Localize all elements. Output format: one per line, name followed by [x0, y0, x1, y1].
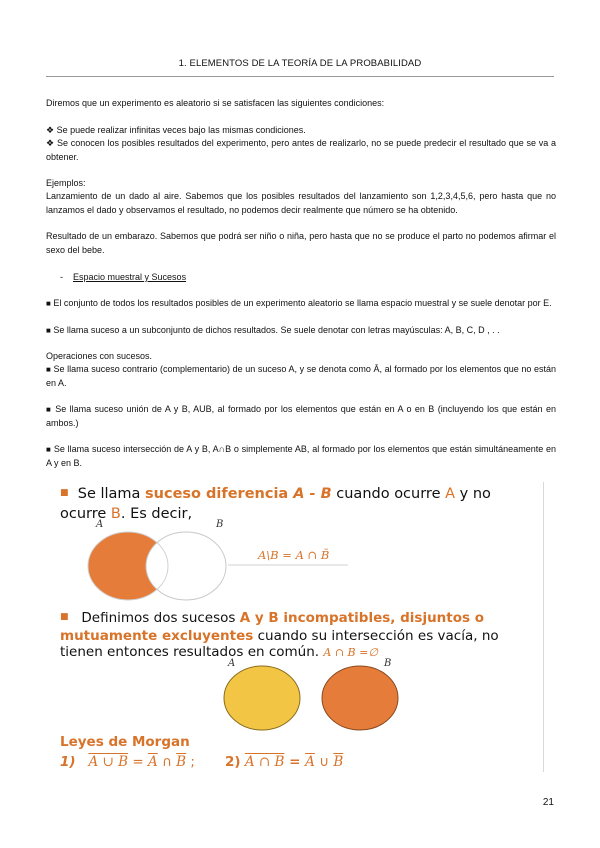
difference-formula: A\B = A ∩ B̄	[258, 548, 330, 562]
morgan-law-1-lhs: A ∪ B	[88, 754, 129, 770]
page-number: 21	[542, 797, 554, 808]
square-bullet-icon: ■	[46, 299, 51, 308]
slide-bullet-icon: ■	[60, 488, 69, 498]
square-bullet-icon: ■	[46, 326, 51, 335]
op-union: ■ Se llama suceso unión de A y B, AUB, al formado por los elementos que están en A o en B (incluyendo los que están en ambos.)	[46, 404, 556, 428]
embedded-slide	[48, 482, 544, 772]
square-bullet-icon: ■	[46, 405, 52, 414]
intro-text: Diremos que un experimento es aleatorio si se satisfacen las siguientes condiciones:	[46, 98, 385, 108]
header-rule	[46, 76, 554, 77]
def-sample-space: ■ El conjunto de todos los resultados posibles de un experimento aleatorio se llama espacio muestral y se suele denotar por E.	[46, 298, 552, 308]
operations-heading: Operaciones con sucesos.	[46, 351, 153, 361]
examples-heading: Ejemplos:	[46, 178, 86, 188]
disjoint-label-b: B	[384, 658, 392, 669]
def-event: ■ Se llama suceso a un subconjunto de dichos resultados. Se suele denotar con letras mayúsculas: A, B, C, D , . .	[46, 325, 500, 335]
page-header: 1. ELEMENTOS DE LA TEORÍA DE LA PROBABILIDAD	[178, 58, 422, 69]
morgan-law-2-lhs: A ∩ B	[244, 754, 285, 770]
slide-edge	[543, 482, 544, 772]
morgan-title: Leyes de Morgan	[60, 734, 190, 750]
venn-label-a: A	[96, 519, 104, 530]
section-heading: - Espacio muestral y Sucesos	[60, 272, 187, 282]
example-2: Resultado de un embarazo. Sabemos que podrá ser niño o niña, pero hasta que no se produce el parto no podemos afirmar el sexo del bebe.	[46, 231, 556, 255]
venn-label-b: B	[216, 519, 224, 530]
diamond-bullet-icon: ❖	[46, 138, 55, 148]
diamond-bullet-icon: ❖	[46, 125, 55, 135]
square-bullet-icon: ■	[46, 365, 51, 374]
op-complement: ■ Se llama suceso contrario (complementario) de un suceso A, y se denota como Ā, al formado por los elementos que no están en A.	[46, 364, 556, 388]
disjoint-label-a: A	[228, 658, 236, 669]
morgan-laws: 1) A ∪ $B = \overline{A}$ ∩ $\overline{B}$ ; 2) A ∩ $B = \overline{A}$ ∪ $\overline{B}$	[60, 754, 344, 770]
condition-2: ❖ Se conocen los posibles resultados del experimento, pero antes de realizarlo, no se puede predecir el resultado que se va a obtener.	[46, 138, 556, 162]
op-intersection: ■ Se llama suceso intersección de A y B, A∩B o simplemente AB, al formado por los elementos que están simultáneamente en A y en B.	[46, 444, 556, 468]
incompatible-text: ■ Definimos dos sucesos A y B incompatibles, disjuntos o mutuamente excluyentes cuando su intersección es vacía, no tienen entonces resultados en común. A ∩ B =∅	[60, 610, 499, 660]
disjoint-set-b	[322, 666, 398, 730]
square-bullet-icon: ■	[46, 445, 52, 454]
slide-bullet-icon: ■	[60, 612, 69, 622]
disjoint-set-a	[224, 666, 300, 730]
difference-text: ■ Se llama suceso diferencia A - B cuando ocurre A y no ocurre B. Es decir,	[60, 486, 491, 522]
example-1: Lanzamiento de un dado al aire. Sabemos que los posibles resultados del lanzamiento son 1,2,3,4,5,6, pero hasta que no lanzamos el dado y observamos el resultado, no podemos decir realmente que número se ha obtenido.	[46, 191, 556, 215]
condition-1: ❖ Se puede realizar infinitas veces bajo las mismas condiciones.	[46, 125, 306, 135]
disjoint-diagram	[208, 654, 408, 732]
